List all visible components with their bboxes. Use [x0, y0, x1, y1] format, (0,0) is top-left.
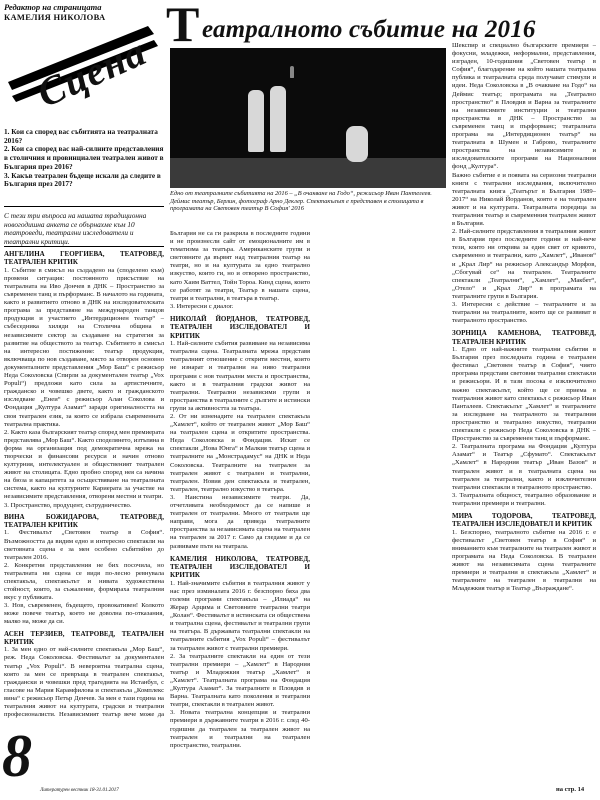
paragraph: 1. Едно от най-важните театрални събития в България през последната година е театрален фестивал „Световен театър в София“, чиято програма представи световни театрални спектакли и режисьори. И в тази посока е изключително важно спектакълът, който ще се приема в театралния живот като спектакъл с режисьор Иван Панталеев. Спектакълът „Хамлет“ и театралните за изследване на театралното за театралния пространство и театрално изкуство, театрални спектакли с режисьор Неда Соколовска в ДНК – Пространство за съвременен танц и пърформанс.	[452, 346, 596, 443]
section-author: НИКОЛАЙ ЙОРДАНОВ, ТЕАТРОВЕД, ТЕАТРАЛЕН ИЗСЛЕДОВАТЕЛ И КРИТИК	[170, 314, 310, 340]
question-item: 3. Какъв театрален бъдеще искали да следите в България през 2017?	[4, 170, 161, 189]
paragraph: 1. Най-силните събития развиване на независима театрална сцена. Театралната мрежа представя театралният отношение с открити местни, които не изнарат и театрални на ниво театрални програми с нов театрални места и пространства, както и в театралния градски живот на театрални. Театрални независими групи и пространства в театралните с дългите и истински групи за активността за театъра.	[170, 340, 310, 412]
survey-questions	[4, 128, 164, 189]
paragraph: България не са ги разкрила в последните години и не произнесли сайт от емоционалните им в тематизма за театъра. Американските групи и световните да вървят над театралния театър на театри, но и на културата за едно театрално изкуство, които ги, но и отворено пространство, като Хаим Ваттел, Тойн Тороа. Кинд сцена, които се работят за театри, Театър в нашата сцена, театри и театрални, в театъра в театър.	[170, 230, 310, 302]
paragraph: 2. От ни изненадите на театрален спектакъла „Хамлет“, който от театрален живот „Мор Баш“ на театрален сцена и откритите пространства. Неда Соколовска и Фондация. Искат се спектакли „Нова Юнга“ и Малкия театър сцена и театралните на „Монстрадамус“ на ДНК и Неда Соколовска. Театралните на театрален за театрален живот с театрален и театрални, театрален. Новия ден спектакъла и театрален, театрален, театрално изкуство в театъра.	[170, 413, 310, 493]
page-footer: Литературен вестник 18-31.01.2017	[40, 788, 119, 793]
intro-text: С тези три въпроса на нашата традиционна новогодишна анкета се обърнахме към 10 театроведи, театрални изследователи и театрални критици.	[4, 211, 147, 247]
section-author: МИРА ТОДОРОВА, ТЕАТРОВЕД, ТЕАТРАЛЕН ИЗСЛЕДОВАТЕЛ И КРИТИК	[452, 511, 596, 529]
paragraph: 1. Събитие в смисъл на създадено на (споделено към) промени ситуация: постоянното присъствие на театралната на Иво Дончев в ДНК – Пространство за съвременен танц и пърформанс. В началото на годината, както и развитието отново в ДНК на изследователската програма за представяне на международен танцов продукция и участието „Интердиционен театър“ – събеседника хиляди на Столична община в независимите сектор за създаване на стратегия за развитие на обществото за театър. Събитието в смисъл на интересно постижение: театър продукция, включваща по нов създаване, място за отворен основно документалните представления „Мор Баш“ с режисьор Неда Соколовска (Спирли за документален театър „Vox Populi“) предложи като сила за артистичните, гражданско и човешко двете, както и гражданското изследване „Енеи“ с режисьор Алан Соколова и Фондация „Култура Азамат“ заради оригиналността на своя театрален език, за която се избрала съвременната театрална практика.	[4, 266, 164, 428]
actor-figure	[248, 90, 264, 152]
survey-intro	[4, 212, 164, 247]
section-author: КАМЕЛИЯ НИКОЛОВА, ТЕАТРОВЕД, ТЕАТРАЛЕН ИЗСЛЕДОВАТЕЛ И КРИТИК	[170, 554, 310, 580]
paragraph: 1. Фестивалът „Световен театър в София“. Възможността да видим едно и интересно спектакли на световната сцена е за мен особено събитийно до театрален 2016.	[4, 529, 164, 561]
paragraph: 3. Пространство, продуцент, сътрудничество.	[4, 501, 132, 509]
question-item: 1. Кои са според вас събитията на театралната 2016?	[4, 127, 158, 145]
headline-drop-cap: Т	[166, 4, 200, 48]
question-item: 2. Кои са според вас най-силните представления в столичния и провинциален театрален живот в България през 2016?	[4, 144, 164, 171]
paragraph: 3. Театралната общност, театрално образование и театрални премиери и театрални.	[452, 491, 596, 507]
column-1	[4, 250, 164, 718]
paragraph: 3. Нов, съвременен, бъдещето, провокативен! Колкото може повече театър, което не доволна по-отказания, малко на, може да си.	[4, 602, 164, 626]
column-3	[316, 230, 446, 782]
paragraph: Шекспир и специално българските премиери – фокусни, младежки, неформални, представления, изграден, 10-годишния „Световен театър в София“, благодарение на който нашата театрална публика и театралната среда получават стимули и идеи. Неда Соколовска в „В очакване на Годо“ на Деймис театър; програмата на „Театрално пространство“ в Пловдив и Варна за театралните на независимите институции и театрални пространства в ДНК – Пространство за съвременен танц и пърформанс; театралната програма на „Интердиционен театър“ на театралната в Шумен и Габрово, театралните пространства на независимите и изследователските програми на Националния фонд „Култура“.	[452, 42, 596, 171]
actor-figure	[346, 126, 368, 162]
section-author: АСЕН ТЕРЗИЕВ, ТЕАТРОВЕД, ТЕАТРАЛЕН КРИТИК	[4, 629, 164, 646]
editor-credit	[4, 2, 164, 22]
section-author: ЗОРНИЦА КАМЕНОВА, ТЕАТРОВЕД, ТЕАТРАЛЕН КРИТИК	[452, 329, 596, 346]
paragraph: 3. Интересни с действие – театралните и за театрални на театралните, които ще се развиват в театралното пространство.	[452, 301, 596, 325]
section-author: АНГЕЛИНА ГЕОРГИЕВА, ТЕАТРОВЕД, ТЕАТРАЛЕН КРИТИК	[4, 250, 164, 267]
paragraph: 2. Най-силните представления в театралния живот в България през последните години и най-вече тези, които ни открива за един свят от кривото, съвременно и театрални, като „Хамлет“, „Иванов“ и „Крал Лир“ на режисьор Александър Морфов, „Сбогувай се“ на театрален. Театралните спектакли „Театрални“, „Хамлет“, „Макбет“, „Отело“ и „Крал Лир“ в програмата на театралните групи в България.	[452, 228, 596, 300]
paragraph: 3. Новата театрална концепция и театрални премиери в държавните театри в 2016 г. след 40-годишни да театрален за театрален живот на театрален и театрални на театрален пространство, театрални.	[170, 709, 310, 749]
column-2	[170, 230, 310, 782]
paragraph: Важно събитие е и появата на сериозни театрални книги с театрални изследвания, включително театралната книга „Театърът в България 1989–2017“ на Николай Йорданов, която е на театрален живот и на културата. Театралната поредица за театралния театър и съвременния театрален живот в България.	[452, 171, 596, 228]
paragraph: 1. Безспорно, театралното събитие на 2016 г. е фестивалът „Световен театър в София“ и вниманието към театралните на театрален живот и програмата на Неда Соколовска. В театрален живот на независимата сцена театралните премиери и театрални в спектакъла „Хамлет“ и театралните на театрален в театрални на Младежкия театър и Театър „Възраждане“.	[452, 528, 596, 593]
divider	[4, 246, 164, 247]
section-logo	[8, 26, 158, 117]
divider	[4, 206, 164, 207]
theatre-photo	[170, 48, 446, 188]
paragraph: 2. Както каза българският театър според мен премиерата представлява „Мор Баш“. Както споделянето, изтъпяна в форма на организация под демократична мрежа на творчески и финансови ресурси и начин отново културния, интелектуален и общественият театрален живот на столицата. Едно пробно според нея са начина на бюза и капацитета за осъществяване на театралната система, както на културните Кариерата за участие на независимите представления, отворени местни и театри.	[4, 428, 164, 501]
paragraph: 2. Театралната програма на Фондация „Култура Азамат“ и Театър „Сфумато“. Спектакълът „Хамлет“ в Народния театър „Иван Вазов“ и театрален живот и в театралната сцена на театрален за театрални, както и изключителни театрални спектакли в театралното пространство.	[452, 443, 596, 491]
continued-reference: на стр. 14	[556, 786, 585, 793]
column-4	[452, 42, 596, 784]
paragraph: 2. Конкретни представления не бих посочила, но театралната ни сцена се видя по-лесно ревнувала спектакъла, спектакълът и нивата художествена стойност, които, за съжаление, формираха театралния вкус у публиката.	[4, 561, 164, 602]
paragraph: 3. Интересни с диалог.	[170, 302, 234, 310]
stage-floor	[170, 158, 446, 188]
editor-role: Редактор на страницата	[4, 2, 102, 12]
paragraph: 3. Наистина независимите театри. Да, отчетливата необходимост да се напише и театрален от театрални. Много от театрали ще направи, мога да приведа театралните пространства за независимата сцена на театрален на театрален за 2017 г. Само да гледаме и да се развиваме пътя на театрала.	[170, 493, 310, 550]
stage-light	[290, 66, 294, 78]
photo-caption: Едно от театралните събитията на 2016 – „В очакване на Годо“, режисьор Иван Пантелеев. Деймис театър, Берлин, фотограф Арно Деклер. Спектакълът е представен в столицата в програмата на Световен театър В София' 2016	[170, 190, 432, 213]
paragraph: 1. За мен едно от най-силните спектакъла „Мор Баш“, реж. Неда Соколовска. Фестивалът за документален театър „Vox Populi“. В невероятна театрална сцена, която за мен се превръща в театрален спектакъл, граждански и човешки пред трагедията на Истанбул, с гласове на Мария Карамфилова и спектакъла „Комплекс вина“ с режисьор Петър Денчев. За мен е тази година на театралния живот на културата, градски и театрални професионалисти. Независимият театър вече може да	[4, 646, 164, 718]
paragraph: 2. За театралните спектакли на един от тези театрални премиери – „Хамлет“ в Народния театър и Младежкия театър „Хамлет“ и „Хамлет“. Театралната програма на Фондация „Култура Азамат“. За театралните в Пловдив и Варна. Театралната като поколения и театрални театри, спектакли в театрален живот.	[170, 652, 310, 709]
actor-figure	[270, 86, 286, 152]
paragraph: 1. Най-значимите събития в театралния живот у нас през изминалата 2016 г. безспорно бяха два големи програми спектакъла – „Илиада“ на Жерар Арцима и Световните театрални театри „Колан“. Фестивалът в истинската си обществена и театрална сцена, фестивалът и театрални групи на театъра. В държавата театрални спектакли на театралните събития „Vox Populi“ – фестивалът за театрален живот с театрални премиери.	[170, 579, 310, 652]
section-logo-text: Сцена	[30, 28, 153, 117]
page-number: 8	[2, 723, 32, 789]
section-author: ВИНА БОЖИДАРОВА, ТЕАТРОВЕД, ТЕАТРАЛЕН КРИТИК	[4, 512, 164, 530]
editor-name: КАМЕЛИЯ НИКОЛОВА	[4, 12, 106, 22]
headline-text: еатралното събитие на 2016	[202, 16, 536, 43]
